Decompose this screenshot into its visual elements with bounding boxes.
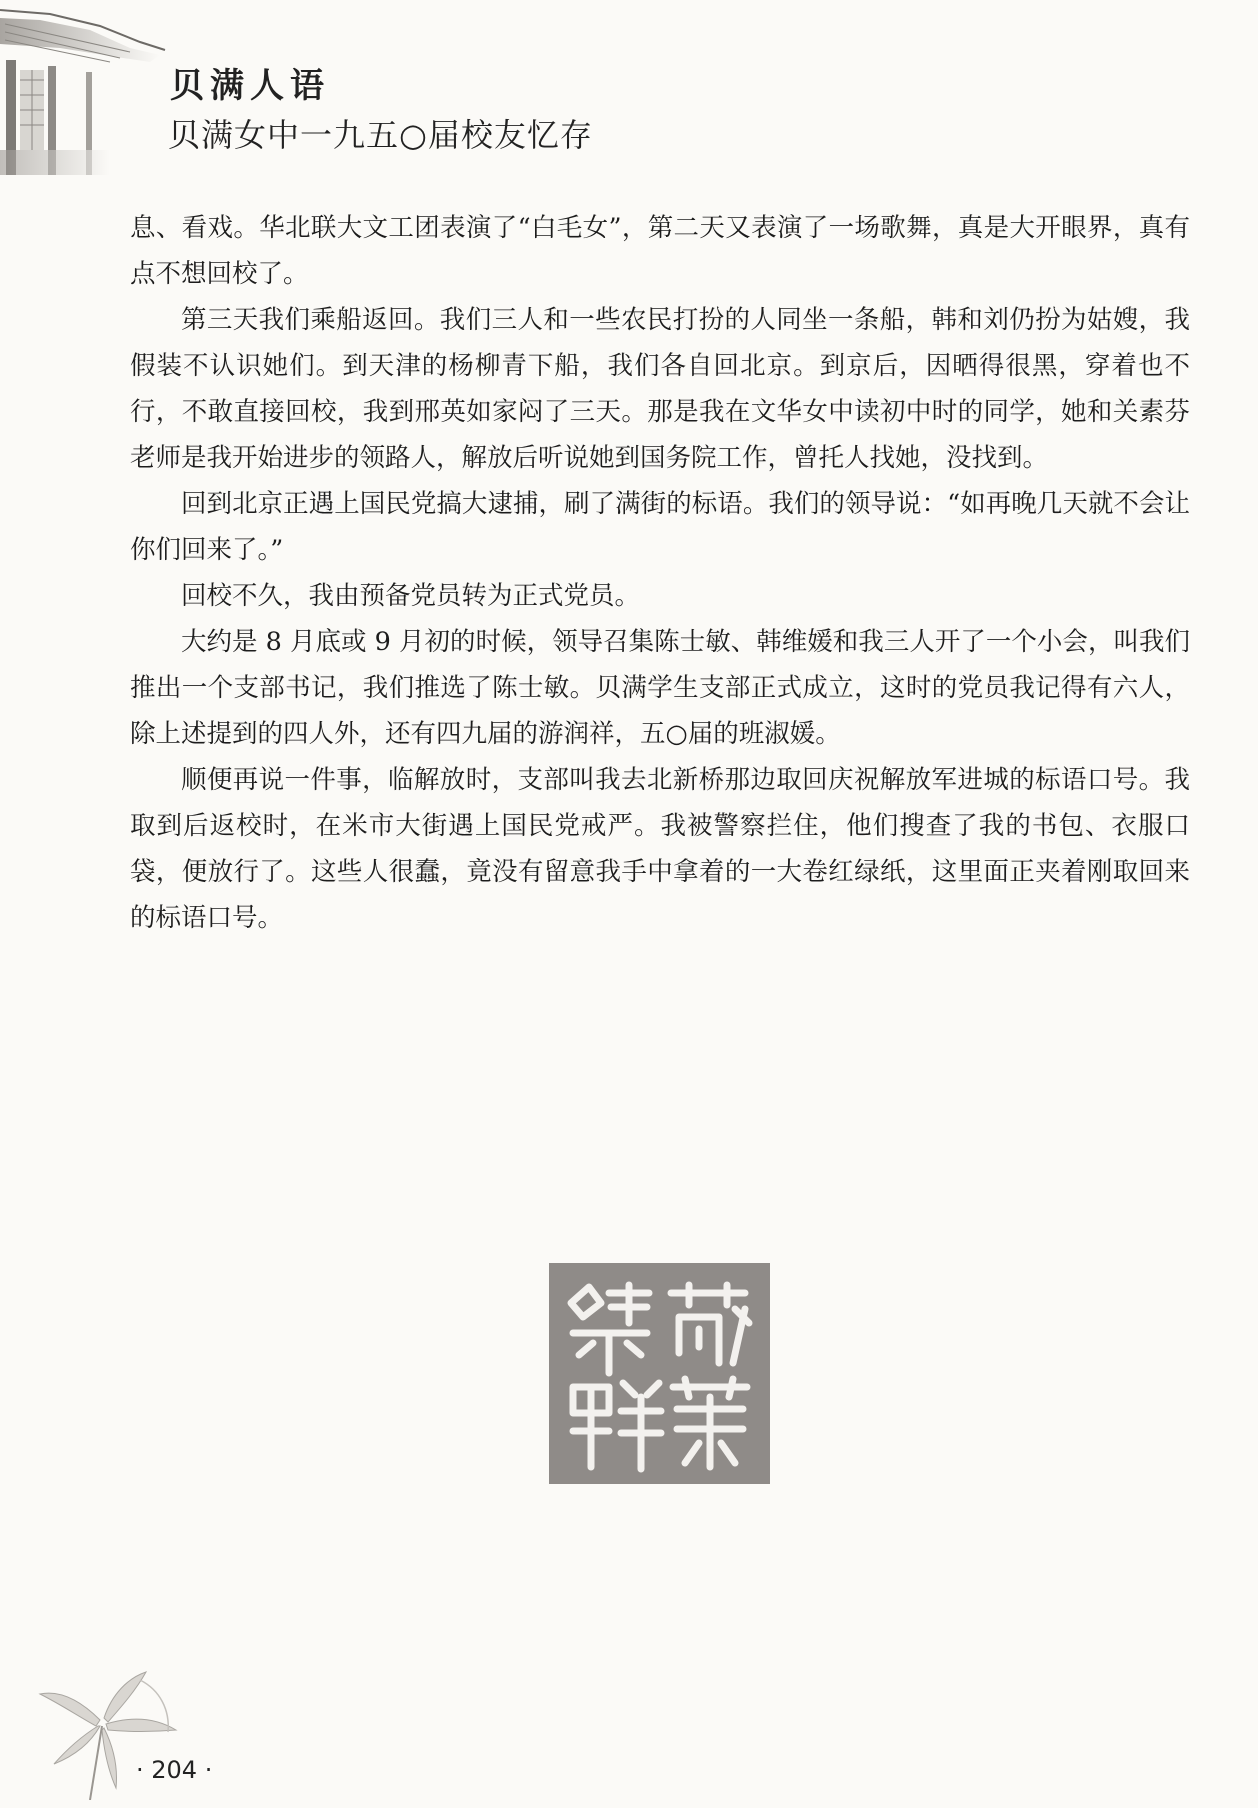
paragraph: 息、看戏。华北联大文工团表演了“白毛女”，第二天又表演了一场歌舞，真是大开眼界，真有点不想回校了。	[130, 213, 1190, 289]
book-title: 贝满女中一九五○届校友忆存	[168, 116, 593, 154]
page-number: · 204 ·	[136, 1756, 213, 1784]
paragraph: 大约是 8 月底或 9 月初的时候，领导召集陈士敏、韩维媛和我三人开了一个小会，叫我们推出一个支部书记，我们推选了陈士敏。贝满学生支部正式成立，这时的党员我记得有六人，除上述提到的四人外，还有四九届的游润祥，五○届的班淑媛。	[130, 627, 1190, 749]
paragraph: 回校不久，我由预备党员转为正式党员。	[181, 581, 641, 611]
seal-glyphs	[549, 1263, 770, 1484]
pavilion-illustration	[0, 0, 170, 175]
paragraph: 第三天我们乘船返回。我们三人和一些农民打扮的人同坐一条船，韩和刘仍扮为姑嫂，我假装不认识她们。到天津的杨柳青下船，我们各自回北京。到京后，因晒得很黑，穿着也不行，不敢直接回校，我到邢英如家闷了三天。那是我在文华女中读初中时的同学，她和关素芬老师是我开始进步的领路人，解放后听说她到国务院工作，曾托人找她，没找到。	[130, 305, 1190, 473]
paragraph: 回到北京正遇上国民党搞大逮捕，刷了满街的标语。我们的领导说：“如再晚几天就不会让你们回来了。”	[130, 489, 1190, 565]
article-body	[130, 205, 1190, 941]
paragraph: 顺便再说一件事，临解放时，支部叫我去北新桥那边取回庆祝解放军进城的标语口号。我取到后返校时，在米市大街遇上国民党戒严。我被警察拦住，他们搜查了我的书包、衣服口袋，便放行了。这些人很蠢，竟没有留意我手中拿着的一大卷红绿纸，这里面正夹着刚取回来的标语口号。	[130, 765, 1190, 933]
series-title: 贝满人语	[170, 66, 330, 106]
seal-stamp	[549, 1263, 770, 1484]
